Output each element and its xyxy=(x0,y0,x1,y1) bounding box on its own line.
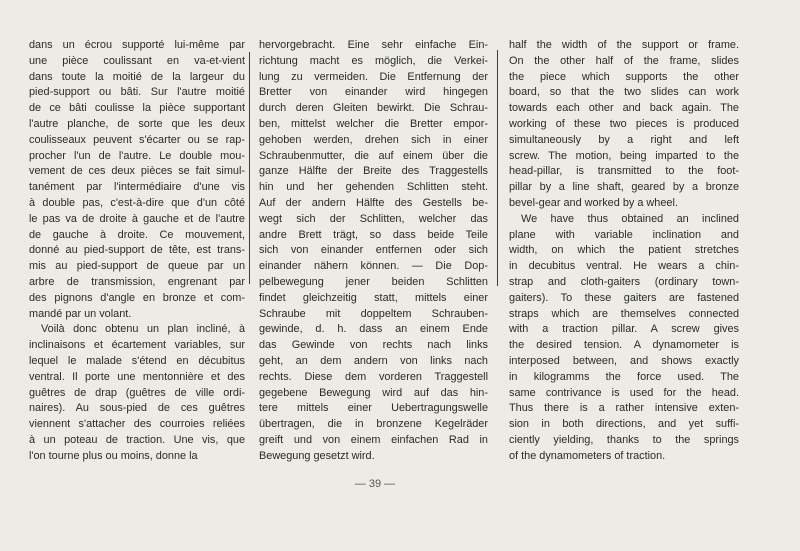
text-line: vement de ces deux pièces se fait simul- xyxy=(29,165,245,178)
text-line: durch deren Gleiten bewirkt. Die Schrau- xyxy=(259,102,488,115)
text-line: à double pas, c'est-à-dire que d'un côté xyxy=(29,196,245,209)
text-line: Schraubenmutter, die auf einem über die xyxy=(259,149,488,162)
text-line: das Gewinde von rechts nach links xyxy=(259,339,488,352)
text-line: übertragen, die in bronzene Kegelräder xyxy=(259,418,488,431)
text-line: On the other half of the frame, slides xyxy=(509,54,739,67)
text-line: working of these two pieces is produced xyxy=(509,117,739,130)
text-line: de gauche à droite. Ce mouvement, xyxy=(29,228,245,241)
column-divider-left xyxy=(249,52,250,284)
column-english xyxy=(509,38,739,465)
text-line: pelbewegung jener beiden Schlitten xyxy=(259,275,488,288)
text-line: tere mittels einer Uebertragungswelle xyxy=(259,402,488,415)
text-line: with a traction pillar. A screw gives xyxy=(509,323,739,336)
text-line: in decubitus ventral. He wears a chin- xyxy=(509,260,739,273)
text-line: in kilogramms the force used. The xyxy=(509,370,739,383)
text-line: pied-support ou bâti. Sur l'autre moitié xyxy=(29,86,245,99)
text-line: andre Brett trägt, so dass beide Teile xyxy=(259,228,488,241)
text-line: dans toute la moitié de la largeur du xyxy=(29,70,245,83)
text-line: of the dynamometers of traction. xyxy=(509,449,666,462)
text-line: gewinde, d. h. dass an einem Ende xyxy=(259,323,488,336)
text-line: gehoben werden, drehen sich in einer xyxy=(259,133,488,146)
text-line: richtung macht es möglich, die Verkei- xyxy=(259,54,488,67)
text-line: straps which are themselves connected xyxy=(509,307,739,320)
text-line: findet gleichzeitig statt, mittels einer xyxy=(259,291,488,304)
text-line: Bretter von einander wird hingegen xyxy=(259,86,488,99)
text-line: same contrivance is used for the head. xyxy=(509,386,739,399)
text-line: bevel-gear and worked by a wheel. xyxy=(509,196,678,209)
text-line: ganze Hälfte der Breite des Traggestells xyxy=(259,165,488,178)
text-line: Schraube mit doppeltem Schrauben- xyxy=(259,307,488,320)
text-line: width, on which the patient stretches xyxy=(509,244,739,257)
text-line: dans un écrou supporté lui-même par xyxy=(29,39,245,51)
text-line: hin und her gehenden Schlitten steht. xyxy=(259,181,488,194)
text-line: half the width of the support or frame. xyxy=(509,39,739,51)
text-line: pillar by a line shaft, geared by a bronze xyxy=(509,181,739,194)
text-line: l'autre planche, de sorte que les deux xyxy=(29,117,245,130)
text-line: viennent s'attacher des courroies reliées xyxy=(29,418,245,431)
text-line: inclinaisons et écartement variables, sur xyxy=(29,339,245,352)
text-line: donné au pied-support de tête, est trans- xyxy=(29,244,245,257)
text-line: strap and cloth-gaiters (ordinary town- xyxy=(509,275,739,288)
text-line: simultaneously by a right and left xyxy=(509,133,739,146)
text-line: interposed between, and shows exactly xyxy=(509,354,739,367)
text-line: Thus there is a rather intensive exten- xyxy=(509,402,739,415)
text-line: board, so that the two slides can work xyxy=(509,86,739,99)
text-line: ciently yielding, thanks to the springs xyxy=(509,433,739,446)
text-line: tanément par l'intermédiaire d'une vis xyxy=(29,181,245,194)
column-german xyxy=(259,38,488,465)
text-line: naires). Au sous-pied de ces guêtres xyxy=(29,402,245,415)
text-line: mis au pied-support de queue par un xyxy=(29,260,245,273)
text-line: We have thus obtained an inclined xyxy=(521,212,739,225)
text-line: Bewegung gesetzt wird. xyxy=(259,449,375,462)
text-line: Auf der andern Hälfte des Gestells be- xyxy=(259,196,488,209)
text-line: mandé par un volant. xyxy=(29,307,132,320)
column-divider-right xyxy=(497,50,498,286)
text-line: ben, mittelst welcher die Bretter empor- xyxy=(259,117,488,130)
text-line: gaiters). To these gaiters are fastened xyxy=(509,291,739,304)
text-line: une pièce coulissant en va-et-vient xyxy=(29,54,245,67)
text-line: wegt sich der Schlitten, welcher das xyxy=(259,212,488,225)
column-french xyxy=(29,38,245,465)
text-line: coulisseaux peuvent s'écarter ou se rap- xyxy=(29,133,245,146)
text-line: plane with variable inclination and xyxy=(509,228,739,241)
text-line: à un poteau de traction. Une vis, que xyxy=(29,433,245,446)
text-line: le pas va de droite à gauche et de l'autre xyxy=(29,212,245,225)
text-line: procher l'un de l'autre. Le double mou- xyxy=(29,149,245,162)
text-line: l'on tourne plus ou moins, donne la xyxy=(29,449,198,462)
text-line: einander nähern können. — Die Dop- xyxy=(259,260,488,273)
text-line: gegebene Bewegung wird auf das hin- xyxy=(259,386,488,399)
page-number: — 39 — xyxy=(354,478,396,490)
text-line: sion in both directions, and yet suffi- xyxy=(509,418,739,431)
text-line: sich von einander entfernen oder sich xyxy=(259,244,488,257)
text-line: screw. The motion, being imparted to the xyxy=(509,149,739,162)
text-line: the piece which supports the other xyxy=(509,70,739,83)
text-line: lequel le malade s'étend en décubitus xyxy=(29,354,245,367)
text-line: arbre de transmission, engrenant par xyxy=(29,275,245,288)
text-line: ventral. Il porte une mentonnière et des xyxy=(29,370,245,383)
text-line: rechts. Diese dem vorderen Traggestell xyxy=(259,370,488,383)
text-line: des pignons d'angle en bronze et com- xyxy=(29,291,245,304)
text-line: guêtres de drap (guêtres de ville ordi- xyxy=(29,386,245,399)
text-line: Voilà donc obtenu un plan incliné, à xyxy=(41,323,245,336)
text-line: geht, an dem andern von links nach xyxy=(259,354,488,367)
text-line: the desired tension. A dynamometer is xyxy=(509,339,739,352)
text-line: lung zu vermeiden. Die Entfernung der xyxy=(259,70,488,83)
text-line: towards each other and back again. The xyxy=(509,102,739,115)
text-line: head-pillar, is transmitted to the foot- xyxy=(509,165,739,178)
text-line: hervorgebracht. Eine sehr einfache Ein- xyxy=(259,39,488,51)
text-line: greift und von einem einfachen Rad in xyxy=(259,433,488,446)
text-line: de ce bâti coulisse la pièce supportant xyxy=(29,102,245,115)
